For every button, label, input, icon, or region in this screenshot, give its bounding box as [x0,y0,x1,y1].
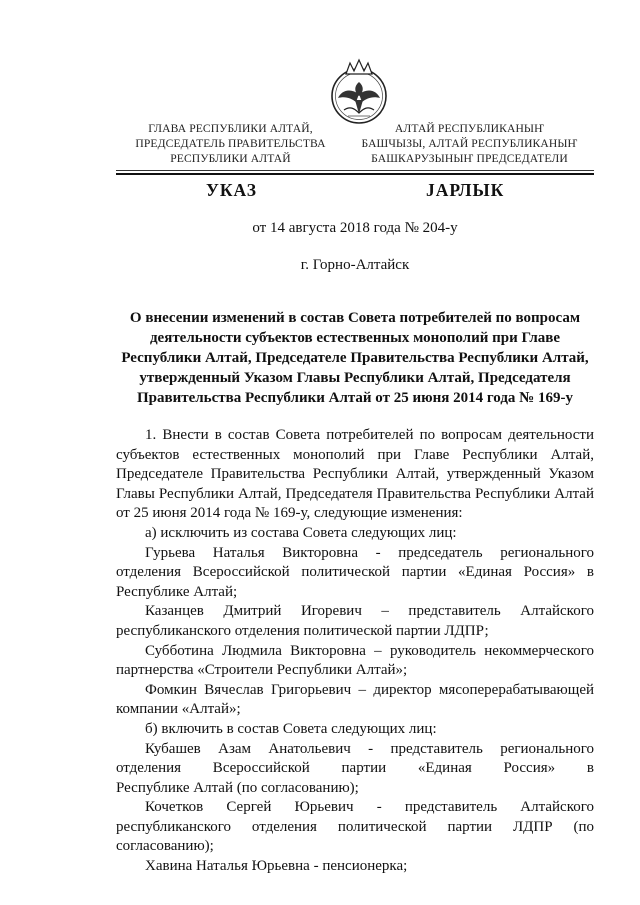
body-line: партнерства «Строители Республики Алтай»; [116,662,408,679]
heading-line: утвержденный Указом Главы Республики Алтай, Председателя [139,370,571,386]
heading-line: Республики Алтай, Председателе Правительства Республики Алтай, [121,350,589,366]
header-right-line: АЛТАЙ РЕСПУБЛИКАНЫҤ [394,122,545,135]
decree-body [116,426,594,877]
body-line: от 25 июня 2014 года № 169-у, следующие изменения: [116,505,463,522]
person-kazantsev: Казанцев Дмитрий Игоревич – представитель Алтайского [145,603,594,620]
body-line: 1. Внести в состав Совета потребителей по вопросам деятельности [145,427,594,443]
person-khavina: Хавина Наталья Юрьевна - пенсионерка; [145,858,408,875]
body-line: Председателе Правительства Республики Алтай, утвержденный Указом [116,466,594,483]
doc-title-alt: ЈАРЛЫК [426,180,505,200]
heading-line: Правительства Республики Алтай от 25 июня 2014 года № 169-у [136,390,574,406]
person-subbotina: Субботина Людмила Викторовна – руководитель некоммерческого [145,642,594,659]
body-line: Республике Алтай; [116,583,238,600]
header-left-line: РЕСПУБЛИКИ АЛТАЙ [170,152,291,165]
person-kochetkov: Кочетков Сергей Юрьевич - представитель Алтайского [145,799,594,816]
body-line: компании «Алтай»; [116,701,241,718]
heading-line: деятельности субъектов естественных монополий при Главе [149,330,561,346]
item-b: б) включить в состав Совета следующих лиц: [145,720,437,737]
body-line: Республике Алтай (по согласованию); [116,779,359,796]
header-left-authority [118,121,343,166]
header-left-line: ГЛАВА РЕСПУБЛИКИ АЛТАЙ, [148,122,313,135]
decree-heading [116,308,594,408]
header-right-line: БАШЧЫЗЫ, АЛТАЙ РЕСПУБЛИКАНЫҤ [361,137,578,150]
header-right-line: БАШКАРУЗЫНЫҤ ПРЕДСЕДАТЕЛИ [371,152,568,165]
body-line: Главы Республики Алтай, Председателя Правительства Республики Алтай [116,485,594,502]
person-kubashev: Кубашев Азам Анатольевич - представитель регионального [145,740,594,757]
body-line: согласованию); [116,838,214,855]
item-a: а) исключить из состава Совета следующих лиц: [145,524,457,541]
decree-date-number: от 14 августа 2018 года № 204-у [252,220,458,236]
header-divider-thick [116,173,594,175]
heading-line: О внесении изменений в состав Совета потребителей по вопросам [129,310,581,326]
decree-city: г. Горно-Алтайск [300,257,410,273]
header-right-authority [357,121,582,166]
person-gurieva: Гурьева Наталья Викторовна - председатель регионального [145,544,594,561]
doc-title-ru: УКАЗ [206,180,257,200]
header-divider-thin [116,170,594,171]
body-line: республиканского отделения политической партии ЛДПР (по [116,818,594,835]
body-line: субъектов естественных монополий при Главе Республики Алтай, [116,446,594,463]
coat-of-arms-emblem [328,58,390,130]
body-line: отделения Всероссийской политической партии «Единая Россия» в [116,564,594,581]
header-left-line: ПРЕДСЕДАТЕЛЬ ПРАВИТЕЛЬСТВА [135,137,326,150]
person-fomkin: Фомкин Вячеслав Григорьевич – директор мясоперерабатывающей [145,681,594,698]
body-line: отделения Всероссийской партии «Единая Россия» в [116,760,594,777]
body-line: республиканского отделения политической партии ЛДПР; [116,622,489,639]
